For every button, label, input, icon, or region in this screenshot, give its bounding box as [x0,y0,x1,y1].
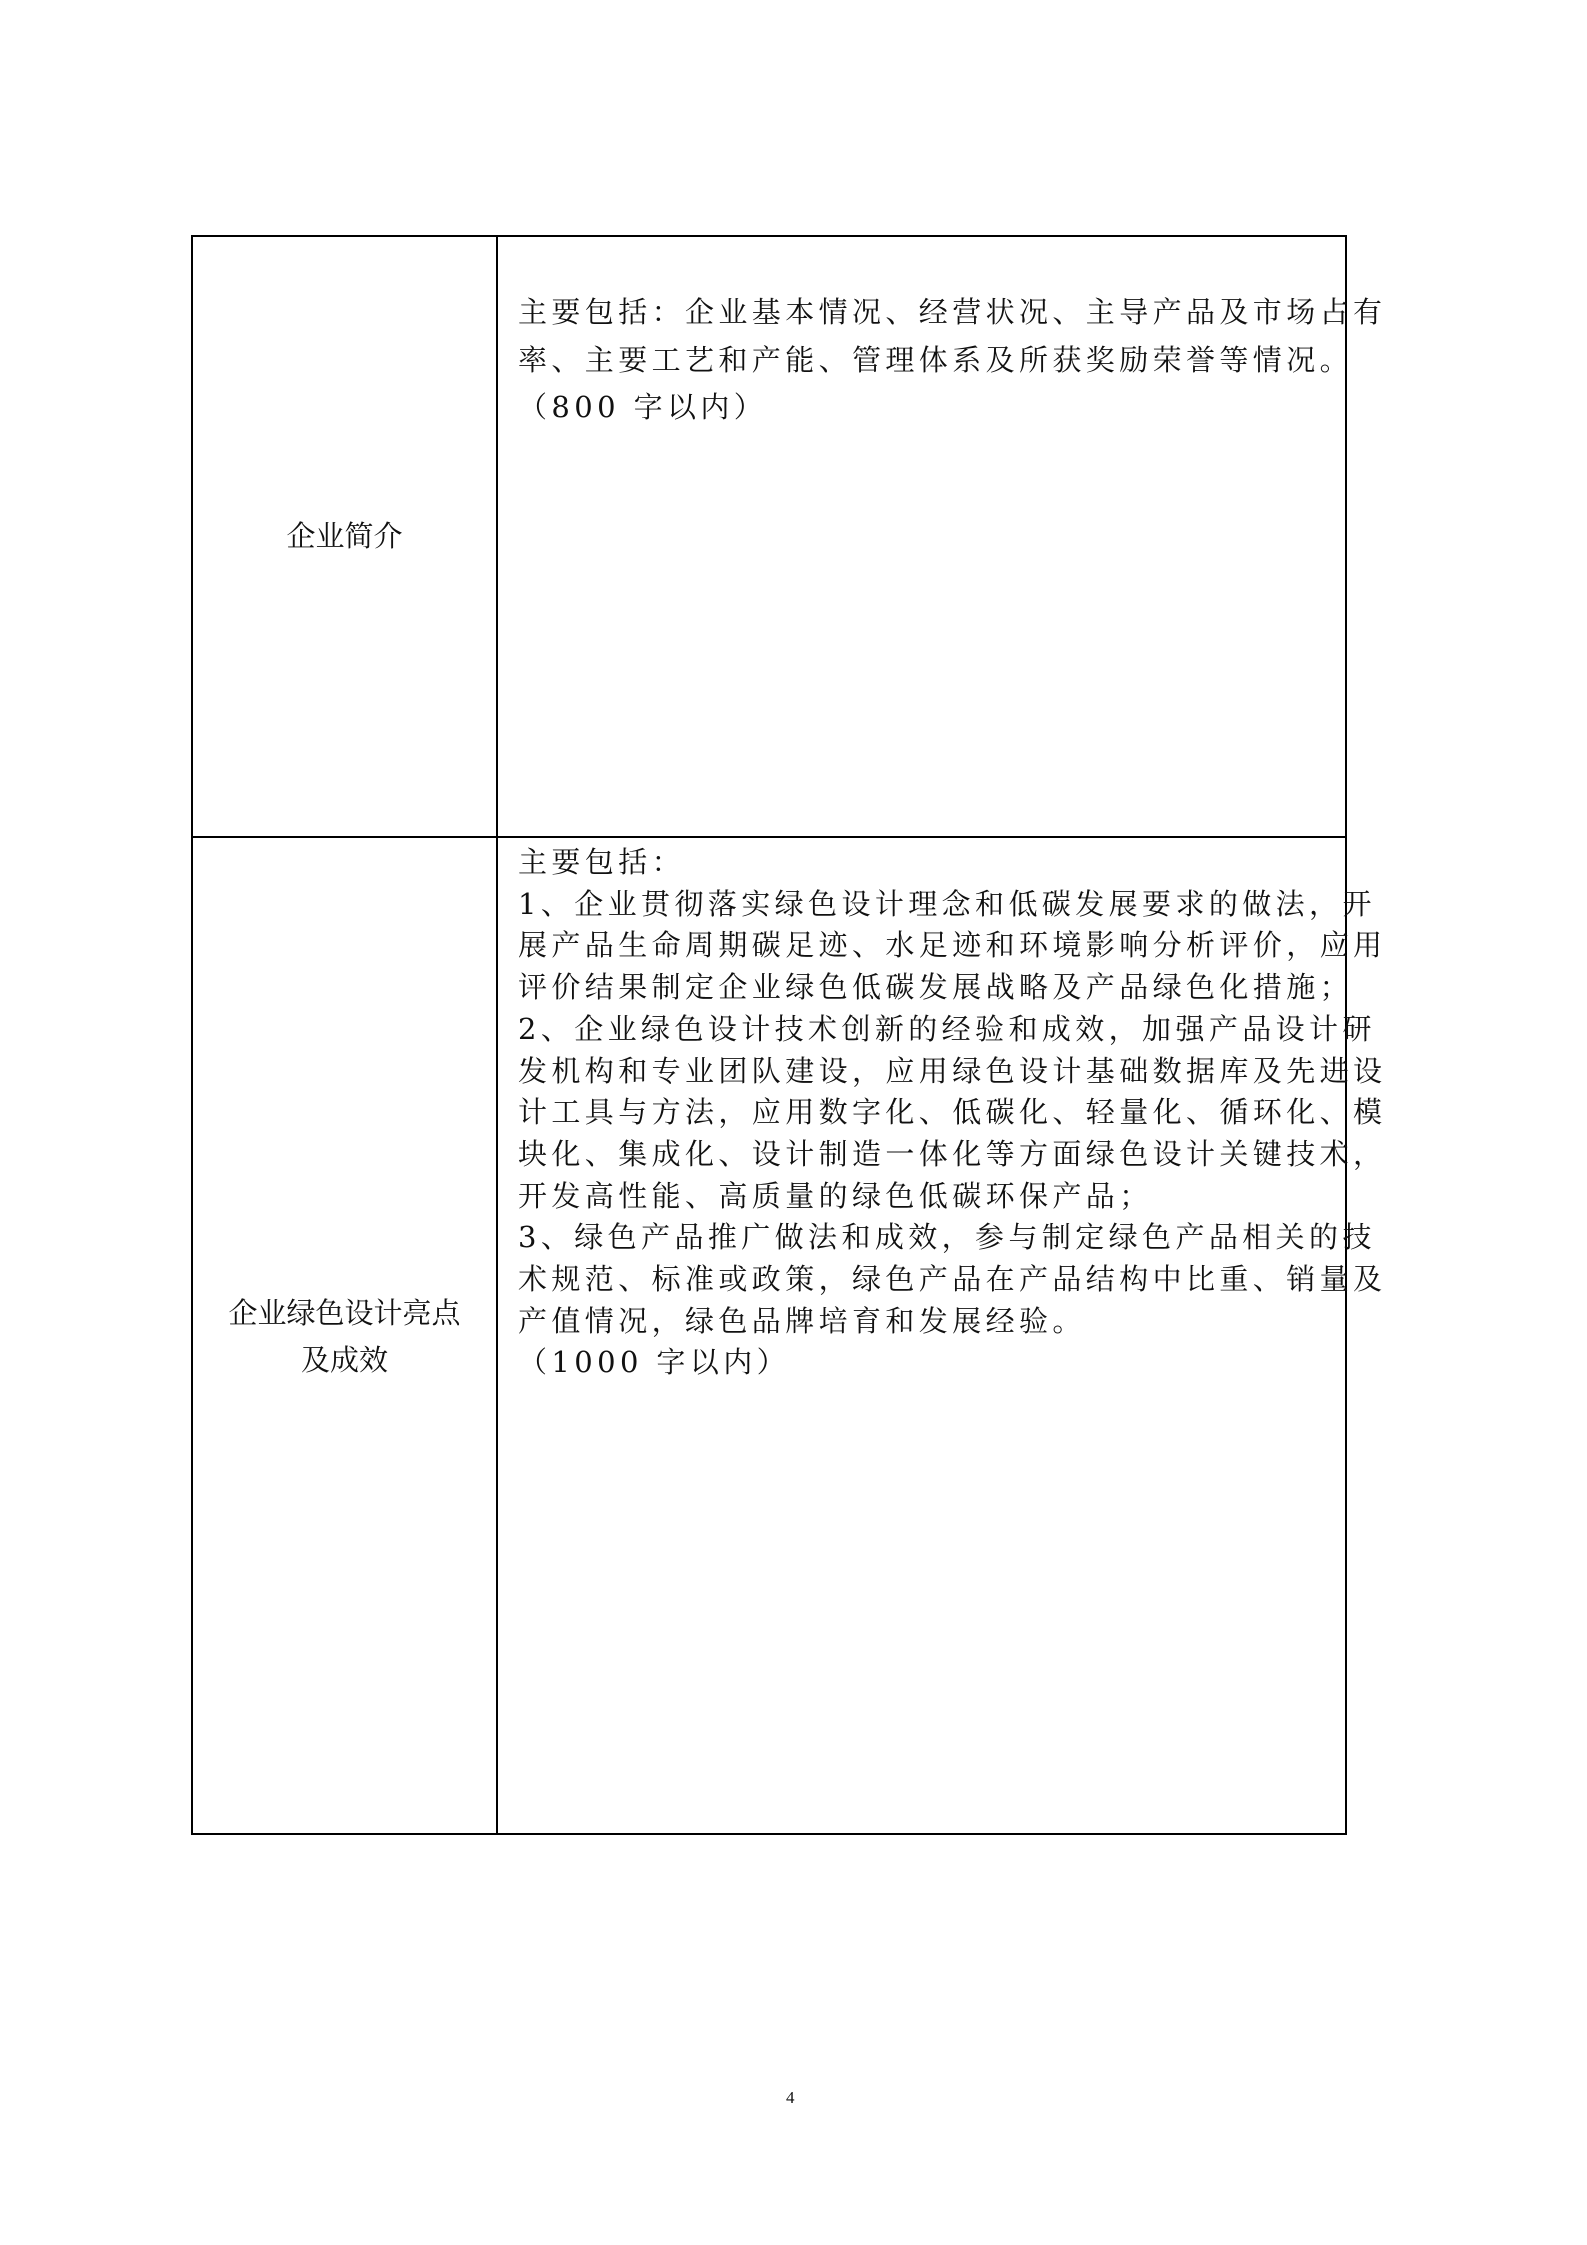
instruction-line: 3、绿色产品推广做法和成效，参与制定绿色产品相关的技 [518,1220,1376,1255]
instruction-line: 块化、集成化、设计制造一体化等方面绿色设计关键技术， [518,1136,1387,1171]
page-number: 4 [786,2088,795,2107]
instruction-line: 主要包括： [518,845,686,879]
label-cell-company-profile [193,237,496,836]
instruction-line: 评价结果制定企业绿色低碳发展战略及产品绿色化措施； [518,970,1354,1005]
row-label: 及成效 [300,1342,388,1377]
row-label: 企业简介 [286,519,403,553]
instruction-line: 开发高性能、高质量的绿色低碳环保产品； [518,1178,1153,1213]
instruction-line: 展产品生命周期碳足迹、水足迹和环境影响分析评价，应用 [518,928,1387,963]
table-row-green-design-highlights [193,838,1387,1835]
instruction-line: 发机构和专业团队建设，应用绿色设计基础数据库及先进设 [518,1053,1387,1088]
instruction-line: 产值情况，绿色品牌培育和发展经验。 [518,1303,1086,1338]
application-form-table [191,235,1387,1835]
word-limit-note: （800 字以内） [518,390,768,424]
instruction-line: 计工具与方法，应用数字化、低碳化、轻量化、循环化、模 [518,1095,1387,1130]
content-cell-green-design-highlights[interactable] [498,838,1387,1835]
instruction-line: 率、主要工艺和产能、管理体系及所获奖励荣誉等情况。 [518,342,1354,377]
row-label: 企业绿色设计亮点 [228,1295,461,1330]
label-cell-green-design-highlights [193,838,496,1835]
content-cell-company-profile[interactable] [498,237,1387,836]
instruction-line: 1、企业贯彻落实绿色设计理念和低碳发展要求的做法，开 [518,886,1376,921]
table-row-company-profile [193,237,1387,838]
instruction-line: 2、企业绿色设计技术创新的经验和成效，加强产品设计研 [518,1011,1376,1046]
instruction-line: 术规范、标准或政策，绿色产品在产品结构中比重、销量及 [518,1262,1387,1297]
instruction-line: 主要包括：企业基本情况、经营状况、主导产品及市场占有 [518,295,1387,329]
word-limit-note: （1000 字以内） [518,1345,791,1380]
